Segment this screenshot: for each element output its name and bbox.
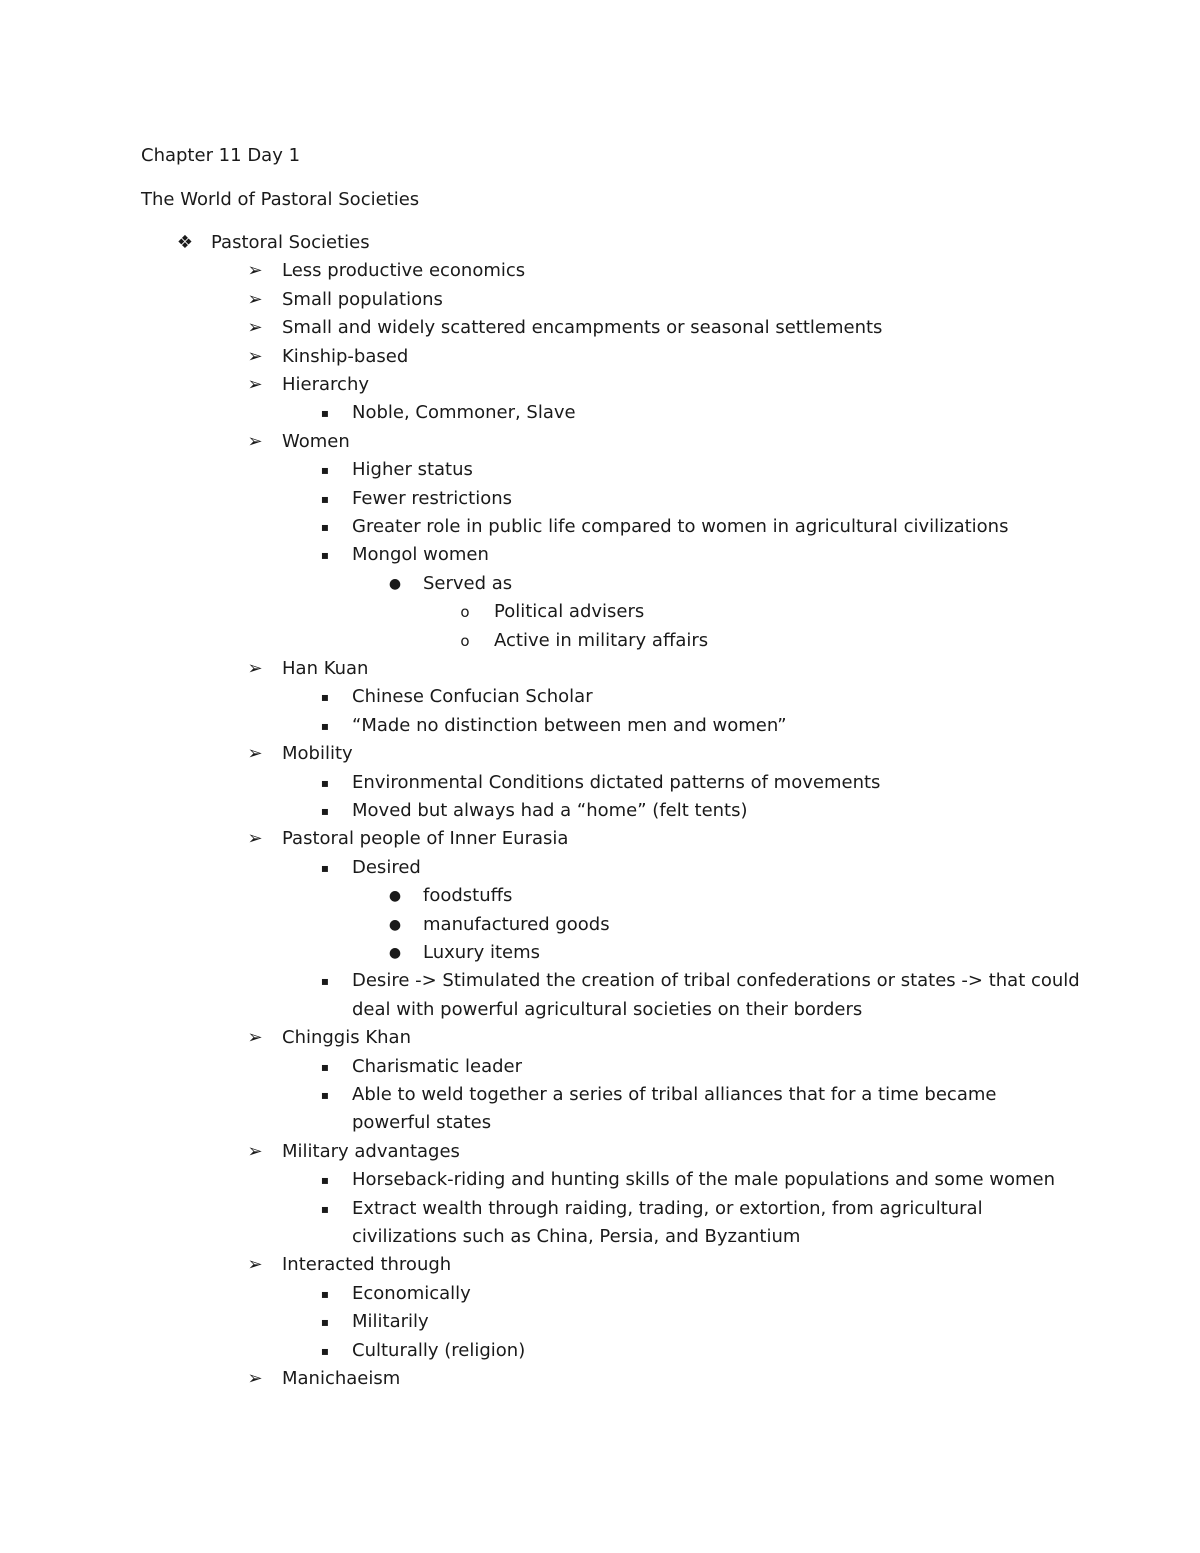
outline-item-text: Mongol women [352, 544, 489, 565]
square-bullet-icon: ▪ [320, 690, 330, 704]
outline-item-text: Pastoral Societies [211, 232, 370, 253]
outline-item-text: Horseback-riding and hunting skills of the male populations and some women [352, 1169, 1056, 1190]
arrow-bullet-icon: ➢ [247, 828, 263, 849]
outline-item-text: Chinggis Khan [282, 1027, 411, 1048]
arrow-bullet-icon: ➢ [247, 1368, 263, 1389]
square-bullet-icon: ▪ [320, 1344, 330, 1358]
arrow-bullet-icon: ➢ [247, 374, 263, 395]
diamond-bullet-icon: ❖ [176, 232, 194, 253]
outline-item-text: Served as [423, 573, 513, 594]
outline-item-text: Small populations [282, 289, 443, 310]
circle-bullet-icon: o [460, 632, 470, 650]
square-bullet-icon: ▪ [320, 776, 330, 790]
outline-item-text: Han Kuan [282, 658, 369, 679]
outline-item-text: Moved but always had a “home” (felt tents) [352, 800, 748, 821]
arrow-bullet-icon: ➢ [247, 1141, 263, 1162]
disc-bullet-icon: ● [388, 888, 402, 904]
disc-bullet-icon: ● [388, 917, 402, 933]
outline-item-text: Political advisers [494, 601, 645, 622]
square-bullet-icon: ▪ [320, 520, 330, 534]
circle-bullet-icon: o [460, 603, 470, 621]
square-bullet-icon: ▪ [320, 974, 330, 988]
outline-item-text: Chinese Confucian Scholar [352, 686, 593, 707]
arrow-bullet-icon: ➢ [247, 1027, 263, 1048]
square-bullet-icon: ▪ [320, 861, 330, 875]
outline-item-text: Environmental Conditions dictated patterns of movements [352, 772, 881, 793]
arrow-bullet-icon: ➢ [247, 743, 263, 764]
arrow-bullet-icon: ➢ [247, 431, 263, 452]
outline-item-text: Economically [352, 1283, 471, 1304]
outline-item-text: Higher status [352, 459, 473, 480]
arrow-bullet-icon: ➢ [247, 289, 263, 310]
outline-item-text: Mobility [282, 743, 353, 764]
square-bullet-icon: ▪ [320, 463, 330, 477]
outline-item-text: “Made no distinction between men and women” [352, 715, 787, 736]
outline-item-text: Manichaeism [282, 1368, 401, 1389]
square-bullet-icon: ▪ [320, 1202, 330, 1216]
outline-item-text: Militarily [352, 1311, 429, 1332]
outline-item-text: Noble, Commoner, Slave [352, 402, 576, 423]
arrow-bullet-icon: ➢ [247, 260, 263, 281]
square-bullet-icon: ▪ [320, 719, 330, 733]
outline-item-text: Interacted through [282, 1254, 452, 1275]
square-bullet-icon: ▪ [320, 1315, 330, 1329]
arrow-bullet-icon: ➢ [247, 346, 263, 367]
arrow-bullet-icon: ➢ [247, 1254, 263, 1275]
outline-item-text: Active in military affairs [494, 630, 709, 651]
square-bullet-icon: ▪ [320, 1287, 330, 1301]
outline-item-text: Fewer restrictions [352, 488, 513, 509]
square-bullet-icon: ▪ [320, 1173, 330, 1187]
outline-item-text: Extract wealth through raiding, trading, or extortion, from agricultural [352, 1198, 983, 1219]
outline-item-text: Military advantages [282, 1141, 460, 1162]
disc-bullet-icon: ● [388, 576, 402, 592]
outline-item-text: Hierarchy [282, 374, 370, 395]
outline-item-text: Less productive economics [282, 260, 526, 281]
outline-item-text: Luxury items [423, 942, 540, 963]
outline-item-text: Culturally (religion) [352, 1340, 526, 1361]
outline-item-text: manufactured goods [423, 914, 610, 935]
outline-item-text: Able to weld together a series of tribal alliances that for a time became [352, 1084, 997, 1105]
square-bullet-icon: ▪ [320, 548, 330, 562]
square-bullet-icon: ▪ [320, 406, 330, 420]
outline-item-text: Greater role in public life compared to women in agricultural civilizations [352, 516, 1009, 537]
outline-item-text: foodstuffs [423, 885, 513, 906]
square-bullet-icon: ▪ [320, 1060, 330, 1074]
outline-item-continuation: powerful states [352, 1112, 492, 1133]
arrow-bullet-icon: ➢ [247, 658, 263, 679]
outline-item-text: Desire -> Stimulated the creation of tribal confederations or states -> that could [352, 970, 1080, 991]
document-title: Chapter 11 Day 1 [141, 145, 301, 166]
document-subtitle: The World of Pastoral Societies [141, 189, 420, 210]
disc-bullet-icon: ● [388, 945, 402, 961]
outline-item-continuation: civilizations such as China, Persia, and Byzantium [352, 1226, 801, 1247]
outline-item-text: Small and widely scattered encampments or seasonal settlements [282, 317, 883, 338]
square-bullet-icon: ▪ [320, 1088, 330, 1102]
outline-item-continuation: deal with powerful agricultural societies on their borders [352, 999, 863, 1020]
outline-item-text: Kinship-based [282, 346, 409, 367]
square-bullet-icon: ▪ [320, 804, 330, 818]
outline-item-text: Pastoral people of Inner Eurasia [282, 828, 569, 849]
outline-item-text: Women [282, 431, 350, 452]
arrow-bullet-icon: ➢ [247, 317, 263, 338]
outline-item-text: Desired [352, 857, 421, 878]
outline-item-text: Charismatic leader [352, 1056, 523, 1077]
square-bullet-icon: ▪ [320, 492, 330, 506]
